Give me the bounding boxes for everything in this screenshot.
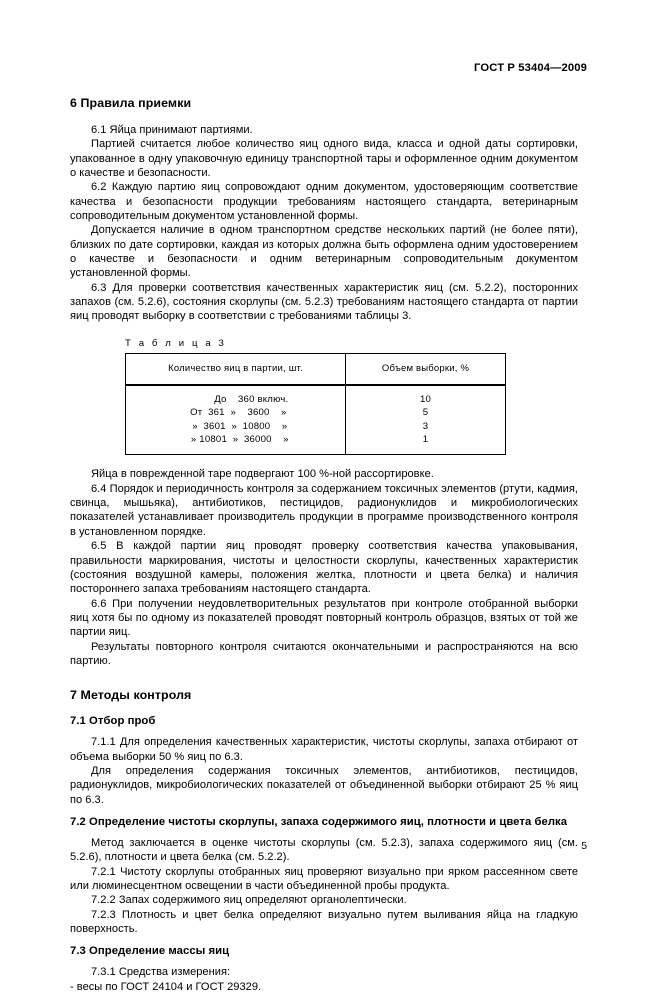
range-line: » 10801 » 36000 » — [182, 434, 289, 446]
paragraph-6-4: 6.4 Порядок и периодичность контроля за содержанием токсичных элементов (ртути, кадмия, свинца, мышьяка), антибиотиков, пестицидов, радионуклидов и микробиологических показателей устанавливает производитель продукции в программе производственного контроля в установленном порядке. — [70, 482, 578, 538]
range-line: » 3601 » 10800 » — [183, 420, 288, 432]
paragraph-6-6-continued: Результаты повторного контроля считаются окончательными и распространяются на всю партию. — [70, 640, 578, 667]
table-row — [126, 385, 506, 455]
paragraph-6-3: 6.3 Для проверки соответствия качественных характеристик яиц (см. 5.2.2), посторонних запахов (см. 5.2.6), состояния скорлупы (см. 5.2.3) требованиям настоящего стандарта от партии яиц проводят выборку в соответствии с требованиями таблицы 3. — [70, 281, 578, 323]
range-line: От 361 » 3600 » — [184, 407, 287, 419]
sample-volume-value: 10 — [419, 393, 432, 405]
paragraph-7-2-3: 7.2.3 Плотность и цвет белка определяют визуально путем выливания яйца на гладкую поверхность. — [70, 908, 578, 936]
subsection-heading-7-2: 7.2 Определение чистоты скорлупы, запаха содержимого яиц, плотности и цвета белка — [70, 815, 568, 828]
page-number: 5 — [581, 841, 587, 852]
sample-volume-value: 3 — [422, 420, 429, 432]
subsection-heading-7-1: 7.1 Отбор проб — [70, 715, 156, 728]
table-header-row — [126, 353, 506, 385]
paragraph-6-1: 6.1 Яйца принимают партиями. — [91, 124, 253, 136]
paragraph-6-1-continued: Партией считается любое количество яиц одного вида, класса и одной даты сортировки, упакованное в одну упаковочную единицу транспортной тары и оформленное одним документом о качестве и безопасности. — [70, 138, 578, 180]
table-3-caption: Т а б л и ц а 3 — [125, 337, 227, 349]
paragraph-6-2-continued: Допускается наличие в одном транспортном средстве нескольких партий (не более пяти), близких по дате сортировки, каждая из которых должна быть оформлена одним удостоверением о качестве и безопасности и одним ветеринарным сопроводительным документом установленной формы. — [70, 224, 578, 280]
column-header-lot-quantity: Количество яиц в партии, шт. — [126, 353, 346, 385]
paragraph-6-6: 6.6 При получении неудовлетворительных результатов при контроле отобранной выборки яиц хотя бы по одному из показателей проводят повторный контроль образцов, взятых от той же партии яиц. — [70, 597, 578, 639]
page-content — [70, 96, 578, 994]
cell-sample-volume-values — [346, 385, 506, 455]
column-header-sample-volume: Объем выборки, % — [346, 353, 506, 385]
table-3 — [125, 353, 506, 456]
section-heading-6: 6 Правила приемки — [70, 96, 192, 110]
range-line: До 360 включ. — [182, 393, 289, 405]
paragraph-6-2: 6.2 Каждую партию яиц сопровождают одним документом, удостоверяющим соответствие качества и безопасности продукции требованиям настоящего стандарта, ветеринарным сопроводительным документом установленной формы. — [70, 181, 578, 223]
section-heading-7: 7 Методы контроля — [70, 688, 192, 703]
cell-lot-quantity-ranges — [126, 385, 346, 455]
list-item-scales-standard: - весы по ГОСТ 24104 и ГОСТ 29329. — [70, 980, 262, 993]
paragraph-damaged-packaging: Яйца в поврежденной таре подвергают 100 %-ной рассортировке. — [91, 468, 434, 481]
sample-volume-value: 1 — [422, 434, 429, 446]
subsection-heading-7-3: 7.3 Определение массы яиц — [70, 945, 230, 958]
paragraph-6-5: 6.5 В каждой партии яиц проводят проверку соответствия качества упаковывания, правильности маркирования, чистоты и целостности скорлупы, качественных характеристик (состояния воздушной камеры, положения желтка, плотности и цвета белка) и наличия постороннего запаха требованиям настоящего стандарта. — [70, 540, 578, 596]
paragraph-7-2-2: 7.2.2 Запах содержимого яиц определяют органолептически. — [91, 894, 407, 907]
sample-volume-value: 5 — [422, 407, 429, 419]
paragraph-7-1-1: 7.1.1 Для определения качественных характеристик, чистоты скорлупы, запаха отбирают от объема выборки 50 % яиц по 6.3. — [70, 736, 578, 763]
table-3-block — [70, 338, 578, 456]
paragraph-7-1-1-continued: Для определения содержания токсичных элементов, антибиотиков, пестицидов, радионуклидов, микробиологических показателей от объединенной выборки отбирают 25 % яиц по 6.3. — [70, 764, 578, 806]
running-header-standard-number: ГОСТ Р 53404—2009 — [474, 62, 587, 74]
paragraph-7-2-method: Метод заключается в оценке чистоты скорлупы (см. 5.2.3), запаха содержимого яиц (см. 5.2.6), плотности и цвета белка (см. 5.2.2). — [70, 836, 578, 864]
paragraph-7-3-1: 7.3.1 Средства измерения: — [91, 966, 231, 979]
paragraph-7-2-1: 7.2.1 Чистоту скорлупы отобранных яиц проверяют визуально при ярком рассеянном свете или люминесцентном освещении в части объединенной пробы продукта. — [70, 865, 578, 892]
